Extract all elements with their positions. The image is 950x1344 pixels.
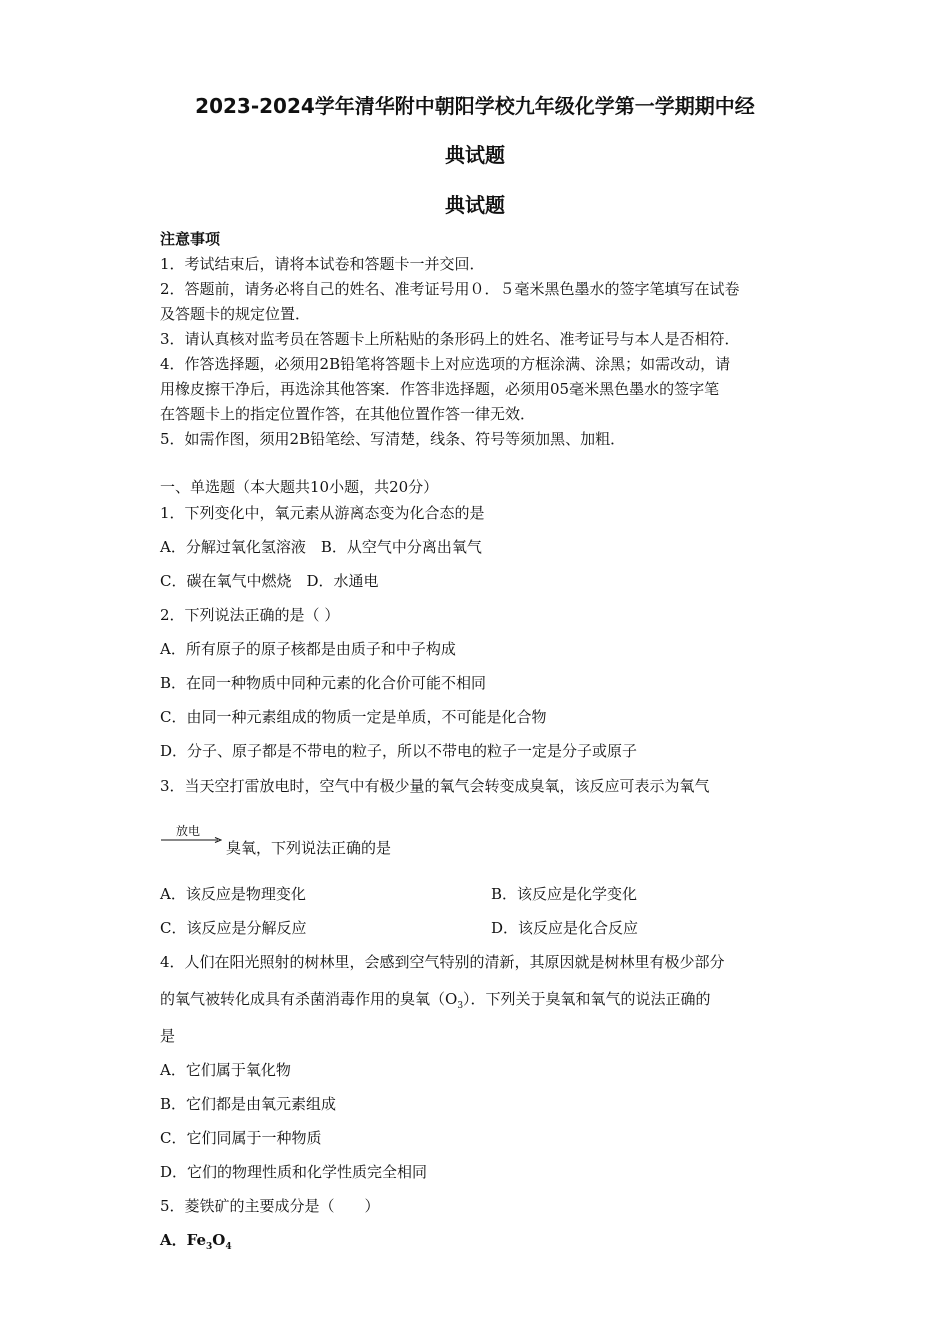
q1-options-cd: C．碳在氧气中燃烧 D．水通电 <box>160 572 379 590</box>
right-arrow-icon <box>160 837 222 843</box>
notice-item: 2．答题前，请务必将自己的姓名、准考证号用０．５毫米黑色墨水的签字笔填写在试卷 <box>160 280 740 298</box>
notice-item: 在答题卡上的指定位置作答，在其他位置作答一律无效． <box>160 405 536 423</box>
q3-stem: 3．当天空打雷放电时，空气中有极少量的氧气会转变成臭氧，该反应可表示为氧气 <box>160 777 710 795</box>
q1-options-ab: A．分解过氧化氢溶液 B．从空气中分离出氧气 <box>160 538 482 556</box>
q2-option-a: A．所有原子的原子核都是由质子和中子构成 <box>160 640 456 658</box>
q2-stem: 2．下列说法正确的是（ ） <box>160 606 340 624</box>
q5-option-a: A．$Fe_3O_4$ <box>160 1231 232 1252</box>
document-title-line3: 典试题 <box>445 193 505 217</box>
q2-option-d: D．分子、原子都是不带电的粒子，所以不带电的粒子一定是分子或原子 <box>160 742 638 760</box>
q3-option-b: B．该反应是化学变化 <box>491 885 638 903</box>
q1-stem: 1．下列变化中，氧元素从游离态变为化合态的是 <box>160 504 485 522</box>
arrow-condition-label: 放电 <box>176 824 201 838</box>
q4-option-d: D．它们的物理性质和化学性质完全相同 <box>160 1163 428 1181</box>
document-title-line2: 典试题 <box>445 143 505 167</box>
notice-item: 用橡皮擦干净后，再选涂其他答案．作答非选择题，必须用05毫米黑色墨水的签字笔 <box>160 380 720 398</box>
q4-option-c: C．它们同属于一种物质 <box>160 1129 322 1147</box>
reaction-arrow <box>160 822 222 844</box>
q4-stem-line1: 4．人们在阳光照射的树林里，会感到空气特别的清新，其原因就是树林里有极少部分 <box>160 953 725 971</box>
q3-option-c: C．该反应是分解反应 <box>160 919 307 937</box>
notice-item: 及答题卡的规定位置． <box>160 305 311 323</box>
q4-stem-line2: 的氧气被转化成具有杀菌消毒作用的臭氧$(O_3)$．下列关于臭氧和氧气的说法正确的 <box>160 990 711 1011</box>
q2-option-c: C．由同一种元素组成的物质一定是单质，不可能是化合物 <box>160 708 547 726</box>
q2-option-b: B．在同一种物质中同种元素的化合价可能不相同 <box>160 674 487 692</box>
notice-item: 5．如需作图，须用2B铅笔绘、写清楚，线条、符号等须加黑、加粗． <box>160 430 626 448</box>
notice-item: 1．考试结束后，请将本试卷和答题卡一并交回． <box>160 255 485 273</box>
q3-option-d: D．该反应是化合反应 <box>491 919 639 937</box>
q3-stem-continued: 臭氧，下列说法正确的是 <box>226 839 392 857</box>
notice-heading: 注意事项 <box>160 230 221 248</box>
q3-option-a: A．该反应是物理变化 <box>160 885 306 903</box>
q4-option-b: B．它们都是由氧元素组成 <box>160 1095 337 1113</box>
notice-item: 3．请认真核对监考员在答题卡上所粘贴的条形码上的姓名、准考证号与本人是否相符． <box>160 330 740 348</box>
document-title-line1: 2023-2024学年清华附中朝阳学校九年级化学第一学期期中经 <box>195 94 755 118</box>
notice-item: 4．作答选择题，必须用2B铅笔将答题卡上对应选项的方框涂满、涂黑；如需改动，请 <box>160 355 731 373</box>
q4-stem-line3: 是 <box>160 1027 176 1045</box>
q5-stem: 5．菱铁矿的主要成分是（ ） <box>160 1197 380 1215</box>
section-heading: 一、单选题（本大题共10小题，共20分） <box>160 478 439 496</box>
q4-option-a: A．它们属于氧化物 <box>160 1061 291 1079</box>
